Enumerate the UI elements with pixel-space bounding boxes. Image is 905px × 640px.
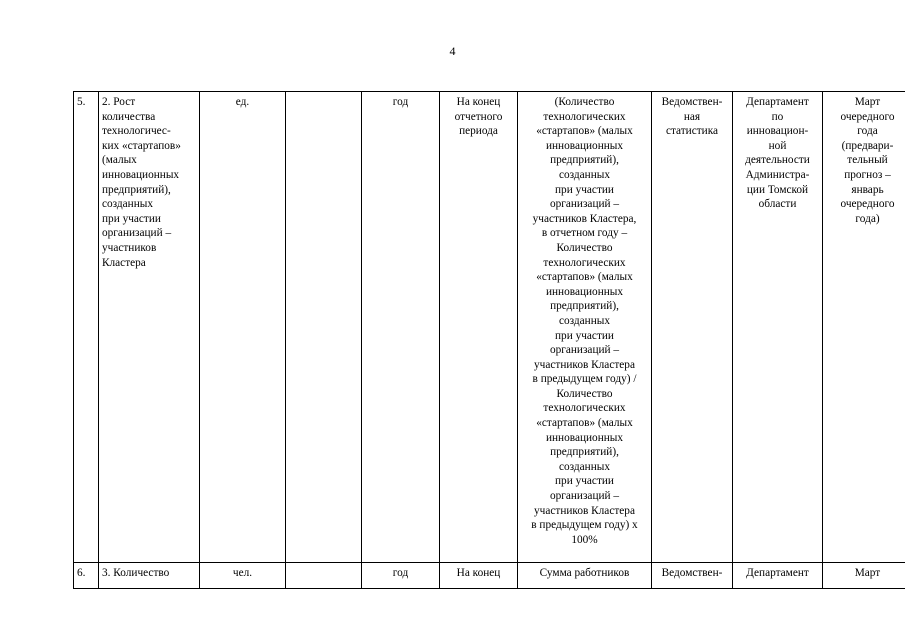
responsible-cell: Департамент [733,563,823,589]
table-row [74,92,905,563]
time-moment-cell: На конец [440,563,518,589]
unit-cell: ед. [200,92,286,563]
formula-cell: (Количество технологических «стартапов» (малых инновационных предприятий), созданных при участии организаций – участников Кластера, в отчетном году – Количество технологических «стартапов» (малых инновационных предприятий), созданных при участии организаций – участников Кластера в предыдущем году) / Количество технологических «стартапов» (малых инновационных предприятий), созданных при участии организаций – участников Кластера в предыдущем году) x 100% [518,92,652,563]
periodicity-cell: год [362,92,440,563]
formula-cell: Сумма работников [518,563,652,589]
empty-cell [286,92,362,563]
table-row [74,563,905,589]
empty-cell [286,563,362,589]
time-moment-cell: На конец отчетного периода [440,92,518,563]
indicator-name-cell: 3. Количество [99,563,200,589]
indicator-name-cell: 2. Рост количества технологичес- ких «стартапов» (малых инновационных предприятий), созданных при участии организаций – участников Кластера [99,92,200,563]
deadline-cell: Март [823,563,905,589]
deadline-cell: Март очередного года (предвари- тельный прогноз – январь очередного года) [823,92,905,563]
row-number-cell: 6. [74,563,99,589]
data-source-cell: Ведомствен- [652,563,733,589]
row-number-cell: 5. [74,92,99,563]
unit-cell: чел. [200,563,286,589]
data-source-cell: Ведомствен- ная статистика [652,92,733,563]
indicators-table [73,91,905,589]
page-number: 4 [449,44,456,58]
periodicity-cell: год [362,563,440,589]
responsible-cell: Департамент по инновацион- ной деятельности Администра- ции Томской области [733,92,823,563]
